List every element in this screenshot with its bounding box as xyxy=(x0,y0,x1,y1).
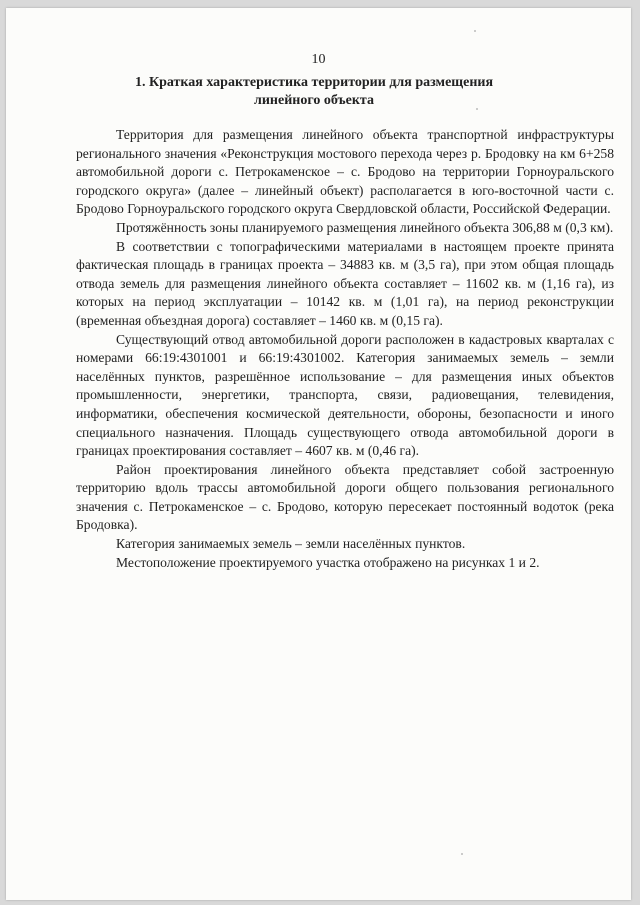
paragraph-length: Протяжённость зоны планируемого размещения линейного объекта 306,88 м (0,3 км). xyxy=(116,219,614,235)
paragraph-land-category: Категория занимаемых земель – земли населённых пунктов. xyxy=(116,536,466,552)
section-heading xyxy=(76,74,552,110)
page-number: 10 xyxy=(311,52,326,67)
paragraph-design-area: Район проектирования линейного объекта представляет собой застроенную территорию вдоль трассы автомобильной дороги общего пользования регионального значения с. Петрокаменское – с. Бродово, которую пересекает постоянный водоток (река Бродовка). xyxy=(76,461,614,533)
paragraph-existing-allotment: Существующий отвод автомобильной дороги расположен в кадастровых кварталах с номерами 66:19:4301001 и 66:19:4301002. Категория занимаемых земель – земли населённых пунктов, разрешённое использование – для размещения иных объектов промышленности, энергетики, транспорта, связи, радиовещания, телевидения, информатики, обеспечения космической деятельности, обороны, безопасности и иного специального назначения. Площадь существующего отвода автомобильной дороги в границах проектирования составляет – 4607 кв. м (0,46 га). xyxy=(76,331,614,459)
document-body xyxy=(76,126,614,572)
document-page xyxy=(6,8,631,900)
heading-line-2: линейного объекта xyxy=(254,93,374,108)
paragraph-area: В соответствии с топографическими материалами в настоящем проекте принята фактическая площадь в границах проекта – 34883 кв. м (3,5 га), при этом общая площадь отвода земель для размещения линейного объекта составляет – 11602 кв. м (1,16 га), из которых на период эксплуатации – 10142 кв. м (1,01 га), на период реконструкции (временная объездная дорога) составляет – 1460 кв. м (0,15 га). xyxy=(76,238,614,328)
scan-speck xyxy=(476,108,478,110)
scan-speck xyxy=(474,30,476,32)
heading-line-1: 1. Краткая характеристика территории для размещения xyxy=(134,75,494,90)
paragraph-territory: Территория для размещения линейного объекта транспортной инфраструктуры регионального значения «Реконструкция мостового перехода через р. Бродовку на км 6+258 автомобильной дороги с. Петрокаменское – с. Бродово на территории Горноуральского городского округа» (далее – линейный объект) располагается в юго-восточной части с. Бродово Горноуральского городского округа Свердловской области, Российской Федерации. xyxy=(76,127,614,217)
scan-speck xyxy=(461,853,463,855)
paragraph-location: Местоположение проектируемого участка отображено на рисунках 1 и 2. xyxy=(116,554,540,570)
